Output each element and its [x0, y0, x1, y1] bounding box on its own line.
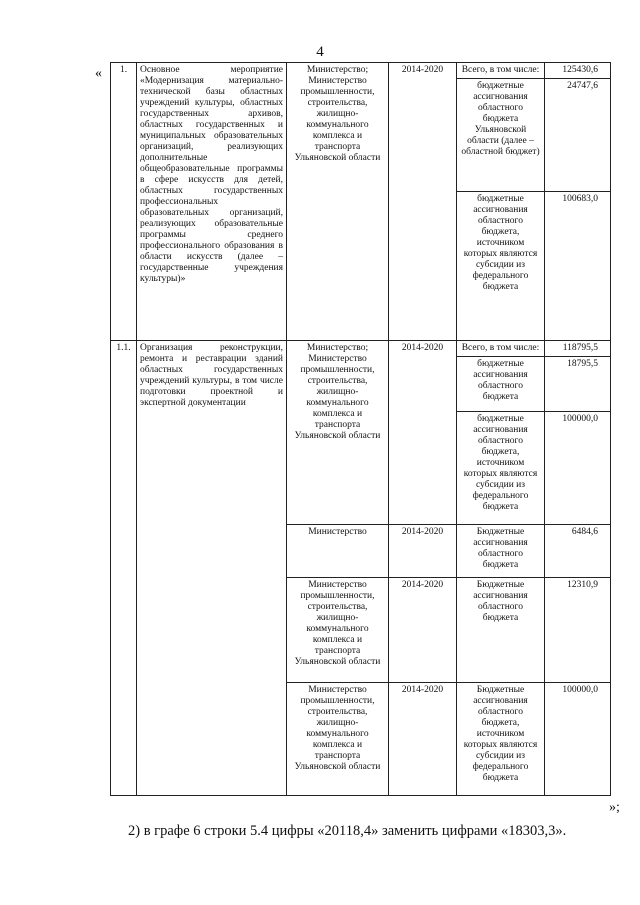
funding-source: Всего, в том числе: — [457, 341, 545, 357]
amendment-text: 2) в графе 6 строки 5.4 цифры «20118,4» заменить цифрами «18303,3». — [128, 823, 567, 839]
closing-quote: »; — [609, 800, 620, 815]
period: 2014-2020 — [389, 63, 457, 341]
executor: Министерство; Министерство промышленности, строительства, жилищно-коммунального комплекса и транспорта Ульяновской области — [287, 341, 389, 525]
funding-source: Бюджетные ассигнования областного бюджета — [457, 525, 545, 578]
period: 2014-2020 — [389, 341, 457, 525]
funding-source: Бюджетные ассигнования областного бюджета, источником которых являются субсидии из федерального бюджета — [457, 683, 545, 796]
funding-amount: 125430,6 — [545, 63, 611, 79]
funding-source: Всего, в том числе: — [457, 63, 545, 79]
funding-source: Бюджетные ассигнования областного бюджета — [457, 578, 545, 683]
funding-amount: 100683,0 — [545, 192, 611, 341]
row-number: 1.1. — [111, 341, 137, 796]
funding-amount: 18795,5 — [545, 357, 611, 412]
executor: Министерство промышленности, строительства, жилищно-коммунального комплекса и транспорта Ульяновской области — [287, 578, 389, 683]
funding-amount: 24747,6 — [545, 79, 611, 192]
period: 2014-2020 — [389, 683, 457, 796]
executor: Министерство; Министерство промышленности, строительства, жилищно-коммунального комплекса и транспорта Ульяновской области — [287, 63, 389, 341]
funding-amount: 12310,9 — [545, 578, 611, 683]
row-number: 1. — [111, 63, 137, 341]
page-number: 4 — [316, 44, 324, 60]
period: 2014-2020 — [389, 525, 457, 578]
table-row — [111, 341, 611, 357]
opening-quote: « — [95, 66, 102, 81]
funding-amount: 6484,6 — [545, 525, 611, 578]
funding-amount: 118795,5 — [545, 341, 611, 357]
funding-source: бюджетные ассигнования областного бюджета, источником которых являются субсидии из федерального бюджета — [457, 192, 545, 341]
executor: Министерство — [287, 525, 389, 578]
period: 2014-2020 — [389, 578, 457, 683]
event-name: Организация реконструкции, ремонта и реставрации зданий областных государственных учреждений культуры, в том числе подготовки проектной и экспертной документации — [137, 341, 287, 796]
event-name: Основное мероприятие «Модернизация материально-технической базы областных учреждений культуры, областных государственных архивов, областных государственных и муниципальных образовательных организаций, реализующих дополнительные общеобразовательные программы в сфере искусств для детей, областных государственных профессиональных образовательных организаций, реализующих образовательные программы среднего профессионального образования в области искусств (далее – государственные учреждения культуры)» — [137, 63, 287, 341]
funding-amount: 100000,0 — [545, 412, 611, 525]
funding-source: бюджетные ассигнования областного бюджета, источником которых являются субсидии из федерального бюджета — [457, 412, 545, 525]
program-table — [110, 62, 611, 796]
funding-amount: 100000,0 — [545, 683, 611, 796]
funding-source: бюджетные ассигнования областного бюджета — [457, 357, 545, 412]
funding-source: бюджетные ассигнования областного бюджета Ульяновской области (далее – областной бюджет) — [457, 79, 545, 192]
executor: Министерство промышленности, строительства, жилищно-коммунального комплекса и транспорта Ульяновской области — [287, 683, 389, 796]
table-row — [111, 63, 611, 79]
